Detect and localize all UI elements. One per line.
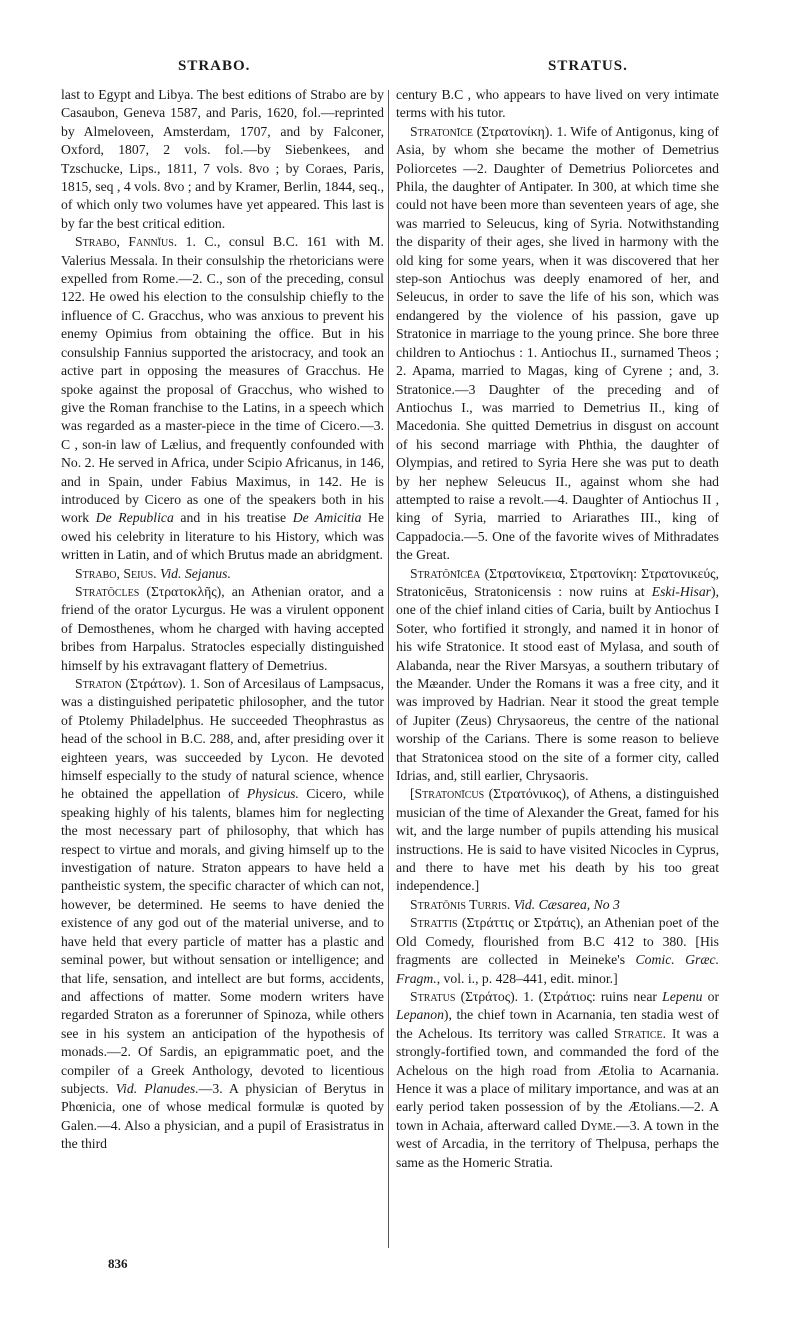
- entry-headword: [Stratonīcus: [410, 786, 485, 802]
- entry-headword: Stratŏnīcēa: [410, 565, 481, 581]
- entry-stratonis-turris: Stratōnis Turris. Vid. Cæsarea, No 3: [410, 896, 620, 912]
- entry-headword: Strabo, Seius.: [75, 565, 157, 581]
- header-left: STRABO.: [178, 58, 251, 74]
- entry-headword: Stratus: [410, 988, 456, 1004]
- entry-stratocles: Stratŏcles (Στρατοκλῆς), an Athenian orator, and a friend of the orator Lycurgus. He was a virulent opponent of Demosthenes, whom he charged with having accepted bribes from Harpalus. Stratocles especially distinguished himself by his extravagant flattery of Demetrius.: [61, 583, 384, 673]
- entry-straton: Straton (Στράτων). 1. Son of Arcesilaus of Lampsacus, was a distinguished peripatetic philosopher, and the tutor of Ptolemy Philadelphus. He succeeded Theophrastus as head of the school in B.C. 288, and, after presiding over it eighteen years, was succeeded by Lycon. He devoted himself especially to the study of natural science, whence he obtained the appellation of Physicus. Cicero, while speaking highly of his talents, blames him for neglecting the most necessary part of philosophy, that which has respect to virtue and morals, and giving himself up to the investigation of nature. Straton appears to have held a pantheistic system, the specific character of which can not, however, be determined. He seems to have denied the existence of any god out of the material universe, and to have held that every particle of matter has a plastic and seminal power, but without sensation or intelligence; and that life, sensation, and intellect are but forms, accidents, and affections of matter. Some modern writers have regarded Straton as a forerunner of Spinoza, while others see in his system an anticipation of the hypothesis of monads.—2. Of Sardis, an epigrammatic poet, and the compiler of a Greek Anthology, devoted to licentious subjects. Vid. Planudes.—3. A physician of Berytus in Phœnicia, one of whose medical formulæ is quoted by Galen.—4. Also a physician, and a pupil of Erasistratus in the third: [61, 676, 384, 1152]
- page-number: 836: [108, 1256, 128, 1271]
- entry-stratonicea: Stratŏnīcēa (Στρατονίκεια, Στρατονίκη: Στρατονικεύς, Stratonicēus, Stratonicensis : now ruins at Eski-Hisar), one of the chief inland cities of Caria, built by Antiochus I Soter, who fortified it strongly, and named it in honor of his wife Stratonice. It stood east of Mylasa, and south of Alabanda, near the River Marsyas, a southern tributary of the Mæander. Under the Romans it was a free city, and it was improved by Hadrian. Near it stood the great temple of Jupiter (Zeus) Chrysaoreus, the centre of the national worship of the Carians. There is some reason to believe that Stratonicea stood on the site of a former city, called Idrias, and, still earlier, Chrysaoris.: [396, 565, 719, 784]
- right-column: [396, 86, 719, 1172]
- entry-stratus: Stratus (Στράτος). 1. (Στράτιος: ruins near Lepenu or Lepanon), the chief town in Acarnania, ten stadia west of the Achelous. Its territory was called Stratice. It was a strongly-fortified town, and commanded the ford of the Achelous on the high road from Ætolia to Acarnania. Hence it was a place of military importance, and was at an early period taken possession of by the Ætolians.—2. A town in Achaia, afterward called Dyme.—3. A town in the west of Arcadia, in the territory of Thelpusa, perhaps the same as the Homeric Stratia.: [396, 988, 720, 1170]
- entry-strattis: Strattis (Στράττις or Στράτις), an Athenian poet of the Old Comedy, flourished from B.C 412 to 380. [His fragments are collected in Meineke's Comic. Græc. Fragm., vol. i., p. 428–441, edit. minor.]: [396, 915, 719, 986]
- entry-headword: Stratōnis Turris.: [410, 896, 511, 912]
- entry-stratonice: Stratonīce (Στρατονίκη). 1. Wife of Antigonus, king of Asia, by whom she became the mother of Demetrius Poliorcetes —2. Daughter of Demetrius Poliorcetes and Phila, the daughter of Antipater. In 300, at which time she could not have been more than seventeen years of age, she was married to Seleucus, king of Syria. Notwithstanding the disparity of their ages, she lived in harmony with the old king for some years, when it was discovered that her step-son Antiochus was deeply enamored of her, and Seleucus, in order to save the life of his son, which was endangered by the violence of his passion, gave up Stratonice in marriage to the young prince. She bore three children to Antiochus : 1. Antiochus II., surnamed Theos ; 2. Apama, married to Magas, king of Cyrene ; and, 3. Stratonice.—3 Daughter of the preceding and of Antiochus I., was married to Demetrius II., king of Macedonia. She quitted Demetrius in disgust on account of his second marriage with Phthia, the daughter of Olympias, and retired to Syria Here she was put to death by her nephew Seleucus II., against whom she had attempted to raise a revolt.—4. Daughter of Antiochus II , king of Syria, married to Ariarathes III., king of Cappadocia.—5. One of the favorite wives of Mithradates the Great.: [396, 123, 719, 563]
- header-right: STRATUS.: [548, 58, 628, 74]
- entry-headword: Strabo, Fannĭus.: [75, 234, 178, 250]
- entry-headword: Stratonīce: [410, 123, 473, 139]
- entry-straton-continued: century B.C , who appears to have lived on very intimate terms with his tutor.: [396, 87, 719, 121]
- entry-strabo-seius: Strabo, Seius. Vid. Sejanus.: [75, 565, 231, 581]
- entry-headword: Stratŏcles: [75, 583, 140, 599]
- left-column: [61, 86, 384, 1154]
- running-header: [0, 58, 800, 82]
- entry-headword: Straton: [75, 676, 122, 691]
- entry-stratonicus: [Stratonīcus (Στρατόνικος), of Athens, a distinguished musician of the time of Alexander the Great, famed for his wit, and the large number of pupils attending his musical instructions. He is said to have visited Nicocles in Cyprus, and there to have met his death by his too great independence.]: [396, 786, 719, 894]
- column-divider: [388, 90, 389, 1248]
- entry-headword: Strattis: [410, 915, 458, 931]
- entry-strabo-continued: last to Egypt and Libya. The best editions of Strabo are by Casaubon, Geneva 1587, and Paris, 1620, fol.—reprinted by Almeloveen, Amsterdam, 1707, and by Falconer, Oxford, 1807, 2 vols. fol.—by Siebenkees, and Tzschucke, Lips., 1811, 7 vols. 8vo ; by Coraes, Paris, 1815, seq , 4 vols. 8vo ; and by Kramer, Berlin, 1844, seq., of which only two volumes have yet appeared. This last is by far the best critical edition.: [61, 87, 384, 231]
- entry-strabo-fannius: Strabo, Fannĭus. 1. C., consul B.C. 161 with M. Valerius Messala. In their consulship the rhetoricians were expelled from Rome.—2. C., son of the preceding, consul 122. He owed his election to the consulship chiefly to the influence of C. Gracchus, who was anxious to prevent his enemy Opimius from obtaining the office. But in his consulship Fannius supported the aristocracy, and took an active part in opposing the measures of Gracchus. He spoke against the proposal of Gracchus, who wished to give the Roman franchise to the Latins, in a speech which was regarded as a master-piece in the time of Cicero.—3. C , son-in law of Lælius, and frequently confounded with No. 2. He served in Africa, under Scipio Africanus, in 146, and in Spain, under Fabius Maximus, in 142. He is introduced by Cicero as one of the speakers both in his work De Republica and in his treatise De Amicitia He owed his celebrity in literature to his History, which was written in Latin, and of which Brutus made an abridgment.: [61, 234, 384, 563]
